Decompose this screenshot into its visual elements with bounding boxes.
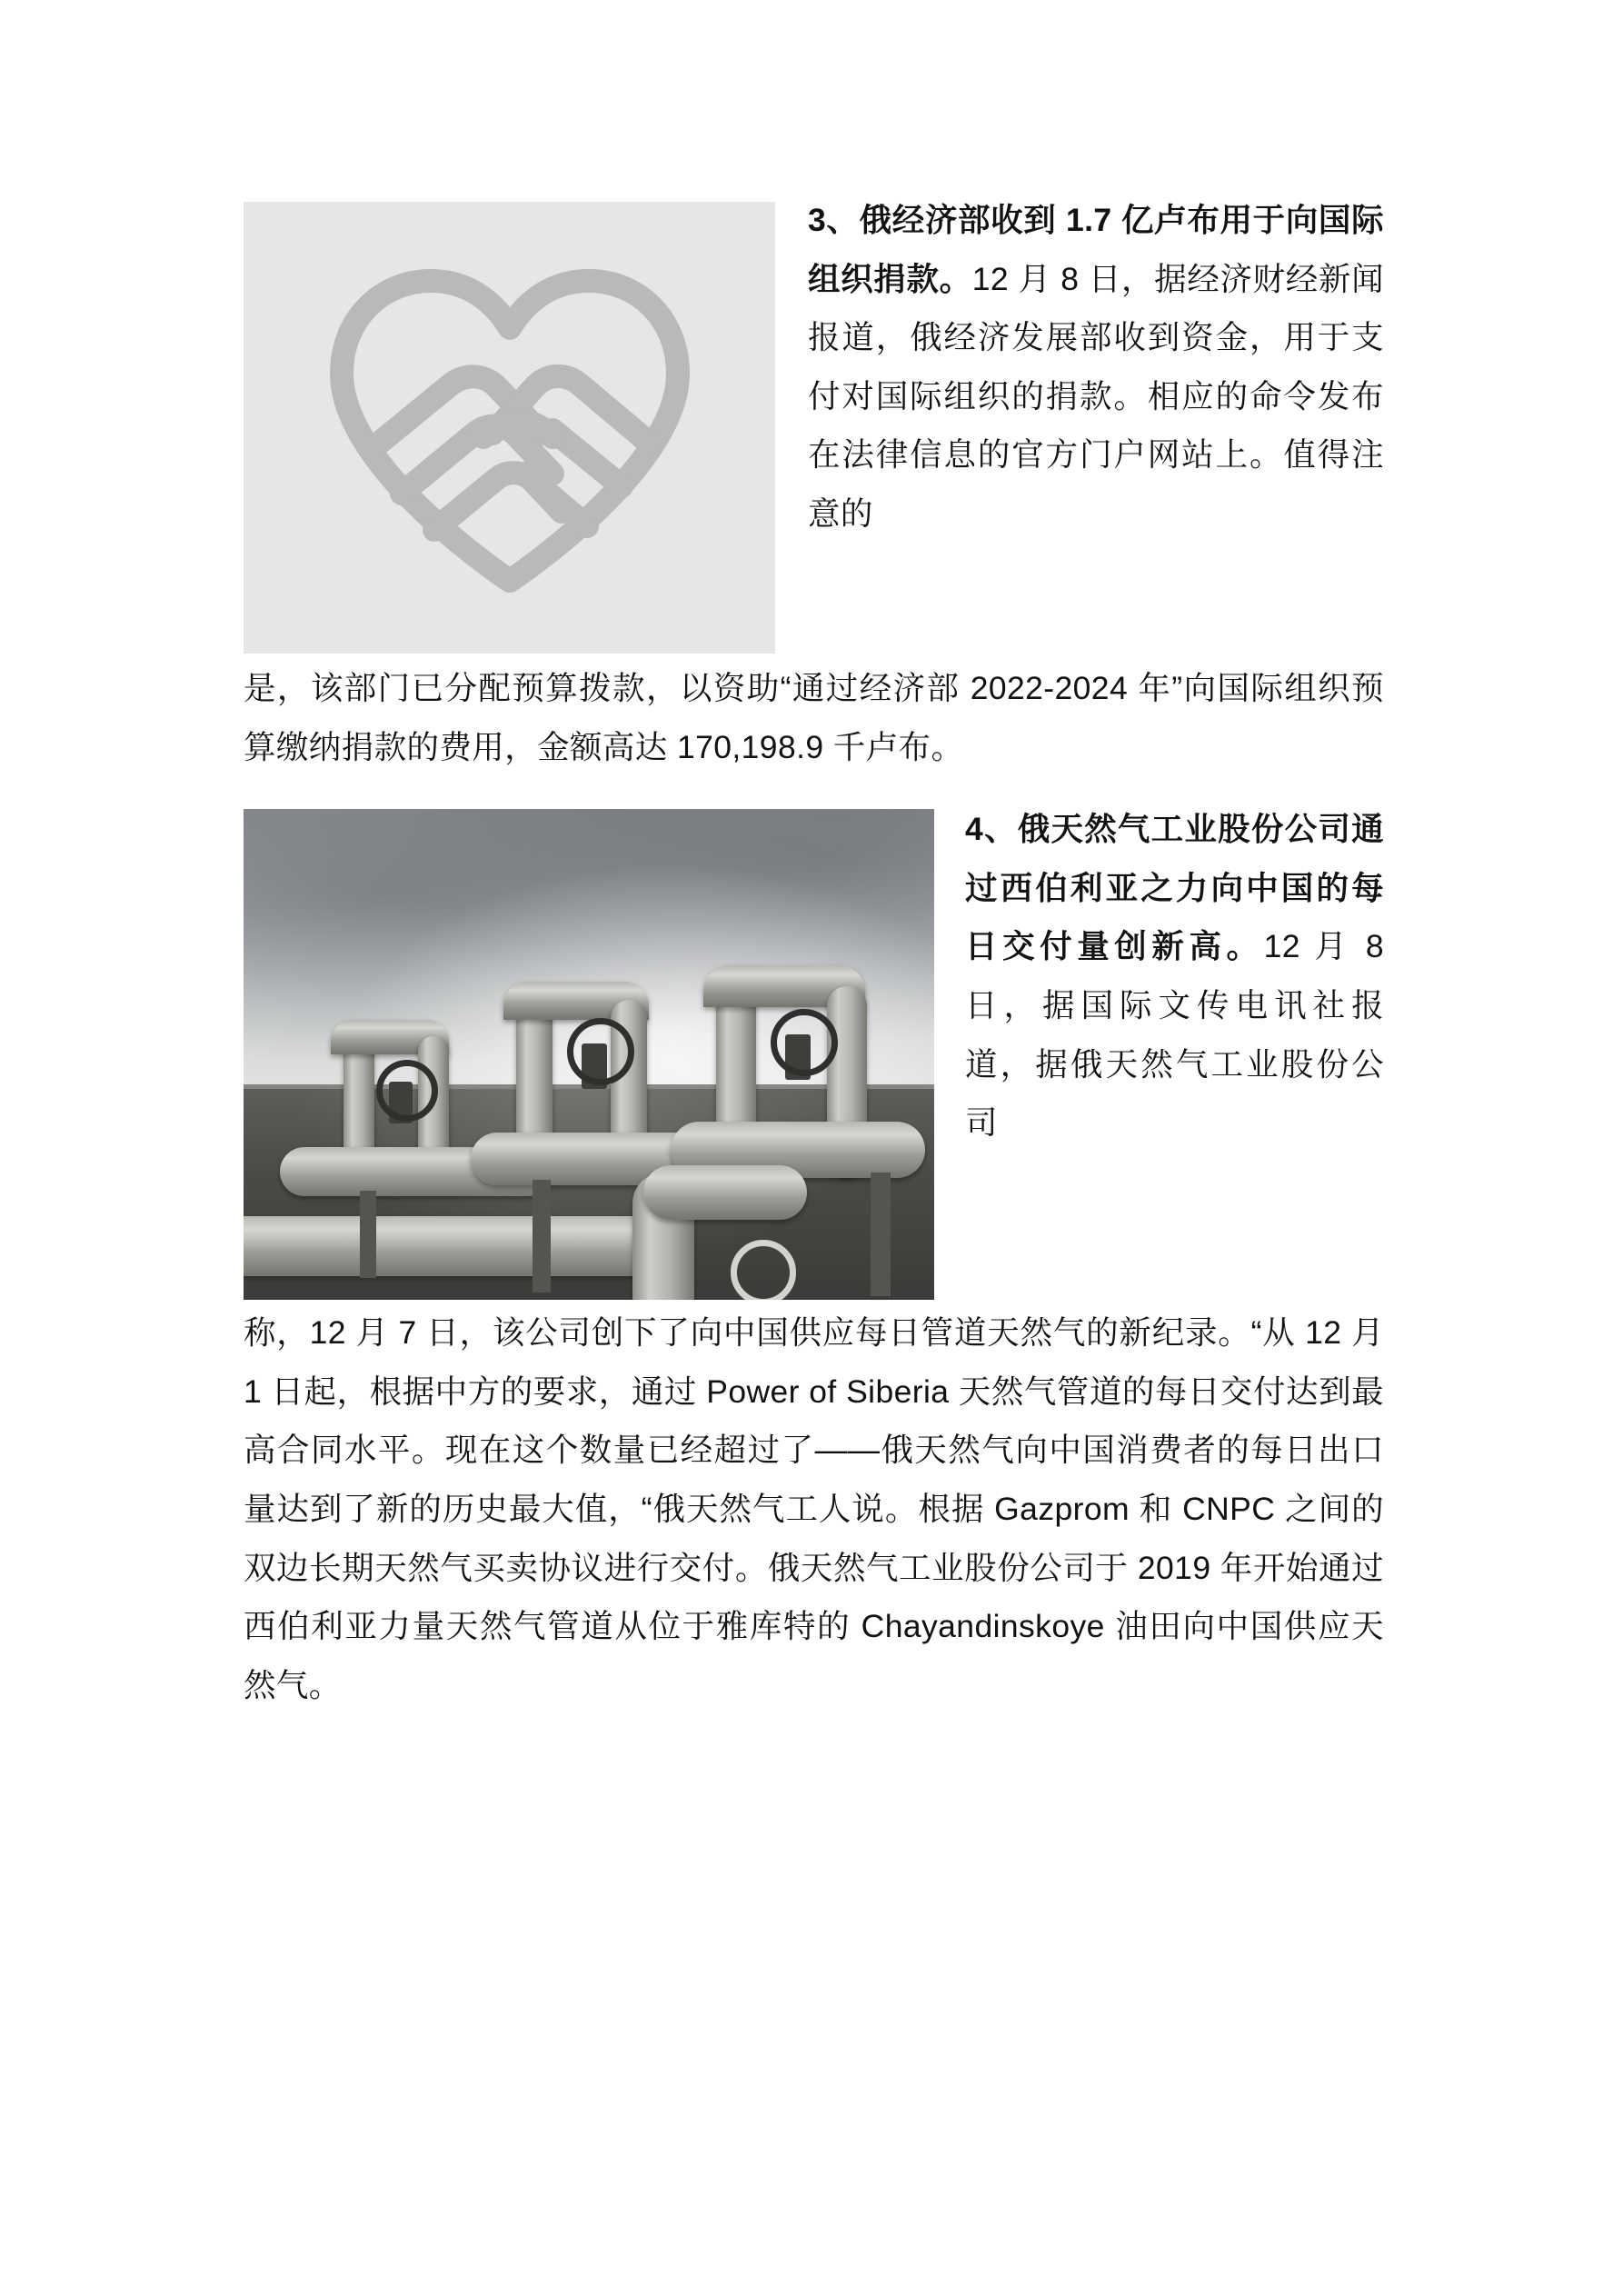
paragraph-3-tail: 是，该部门已分配预算拨款，以资助“通过经济部 2022-2024 年”向国际组织预算缴纳捐款的费用，金额高达 170,198.9 千卢布。 bbox=[244, 670, 1384, 765]
paragraph-4-headline: 4、俄天然气工业股份公司通过西伯利亚之力向中国的每日交付量创新高。 bbox=[965, 811, 1384, 965]
handshake-heart-illustration bbox=[244, 202, 775, 654]
valve-handwheel bbox=[567, 1018, 634, 1085]
gas-pipeline-photo bbox=[244, 809, 934, 1300]
handshake-heart-icon bbox=[244, 202, 775, 654]
section-3 bbox=[244, 191, 1384, 659]
valve-handwheel bbox=[376, 1060, 438, 1122]
paragraph-4-body: 12 月 8 日，据国际文传电讯社报道，据俄天然气工业股份公司 bbox=[965, 928, 1384, 1142]
spacer bbox=[244, 776, 1384, 800]
pipeline-photo-scene bbox=[244, 809, 934, 1300]
valve-handwheel bbox=[731, 1240, 796, 1300]
support-post bbox=[360, 1191, 376, 1278]
paragraph-3-body: 12 月 8 日，据经济财经新闻报道，俄经济发展部收到资金，用于支付对国际组织的捐款。相应的命令发布在法律信息的官方门户网站上。值得注意的 bbox=[808, 260, 1384, 533]
paragraph-3-headline: 3、俄经济部收到 1.7 亿卢布用于向国际组织捐款。 bbox=[808, 202, 1384, 297]
support-post bbox=[871, 1173, 891, 1296]
document-content bbox=[244, 191, 1384, 1714]
valve-handwheel bbox=[771, 1009, 838, 1076]
pipe-foreground-top bbox=[643, 1165, 807, 1220]
paragraph-4-tail: 称，12 月 7 日，该公司创下了向中国供应每日管道天然气的新纪录。“从 12 月 1 日起，根据中方的要求，通过 Power of Siberia 天然气管道的每日交付达到最高合同水平。现在这个数量已经超过了——俄天然气向中国消费者的每日出口量达到了新的历史最大值，“俄天然气工人说。根据 Gazprom 和 CNPC 之间的双边长期天然气买卖协议进行交付。俄天然气工业股份公司于 2019 年开始通过西伯利亚力量天然气管道从位于雅库特的 Chayandinskoye 油田向中国供应天然气。 bbox=[244, 1314, 1384, 1703]
pipe-foreground bbox=[244, 1216, 671, 1276]
section-4 bbox=[244, 800, 1384, 1303]
support-post bbox=[533, 1180, 551, 1293]
